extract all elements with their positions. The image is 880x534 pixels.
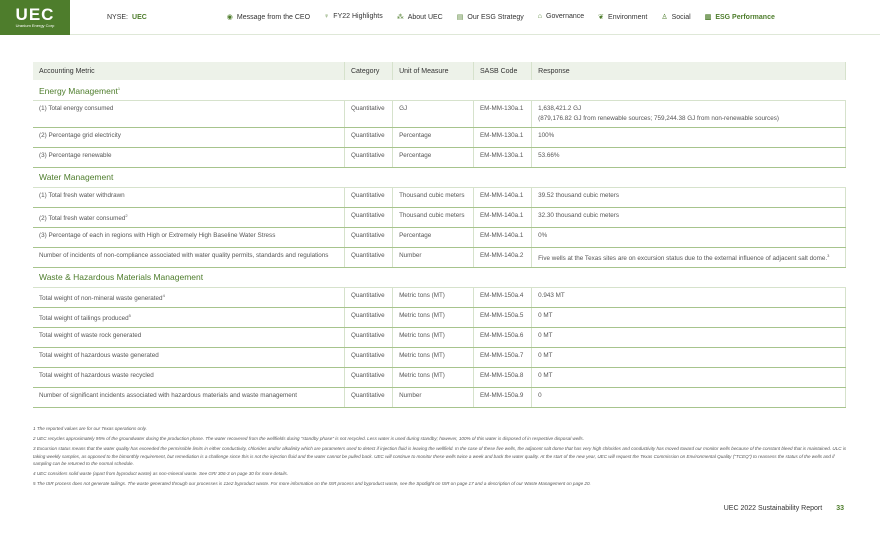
table-row xyxy=(33,227,846,247)
table-row xyxy=(33,127,846,147)
metric-cell xyxy=(33,287,344,307)
response-cell xyxy=(532,100,846,127)
table-row xyxy=(33,307,846,327)
response-cell xyxy=(532,387,846,407)
section-title-text: Energy Management xyxy=(39,85,118,96)
cell-text: EM-MM-150a.4 xyxy=(479,291,524,299)
bar-chart-icon: ▥ xyxy=(704,14,712,21)
cell-text: Metric tons (MT) xyxy=(399,291,445,299)
sasb-code-cell xyxy=(473,287,531,307)
column-header: SASB Code xyxy=(473,62,531,80)
footnote-ref: 4 xyxy=(162,292,165,298)
nav-label: About UEC xyxy=(407,14,443,21)
ticker: NYSE: UEC xyxy=(107,13,147,21)
nav-item-our-esg-strategy[interactable] xyxy=(457,13,524,21)
category-cell xyxy=(344,367,392,387)
cell-text: 53.66% xyxy=(538,151,560,159)
page-number: 33 xyxy=(836,505,844,512)
table-row xyxy=(33,207,846,227)
cell-text: Total weight of tailings produced xyxy=(39,314,129,322)
cell-text: (3) Percentage renewable xyxy=(39,151,112,159)
cell-text: EM-MM-150a.8 xyxy=(479,371,524,379)
category-cell xyxy=(344,227,392,247)
building-icon: ⌂ xyxy=(537,13,543,20)
cell-text: EM-MM-130a.1 xyxy=(479,151,524,159)
response-cell xyxy=(532,307,846,327)
unit-cell xyxy=(393,347,474,367)
nav-label: Governance xyxy=(546,13,585,20)
section-title-text: Waste & Hazardous Materials Management xyxy=(39,272,204,283)
cell-text: EM-MM-150a.7 xyxy=(479,351,524,359)
cell-text: Quantitative xyxy=(350,231,385,239)
sasb-code-cell xyxy=(473,100,531,127)
sasb-code-cell xyxy=(473,387,531,407)
response-cell xyxy=(532,327,846,347)
cell-text: 0 MT xyxy=(538,351,553,359)
cell-text: Quantitative xyxy=(350,351,385,359)
cell-text: Metric tons (MT) xyxy=(399,351,445,359)
cell-text: 0 MT xyxy=(538,331,553,339)
response-cell xyxy=(532,287,846,307)
sasb-code-cell xyxy=(473,147,531,167)
table-row xyxy=(33,100,846,127)
metric-cell xyxy=(33,127,344,147)
unit-cell xyxy=(393,147,474,167)
unit-cell xyxy=(393,227,474,247)
sasb-code-cell xyxy=(473,127,531,147)
sasb-code-cell xyxy=(473,307,531,327)
cell-text: Quantitative xyxy=(350,331,385,339)
unit-cell xyxy=(393,307,474,327)
footnote-ref: 2 xyxy=(125,212,128,218)
footnotes xyxy=(33,425,853,490)
metric-cell xyxy=(33,347,344,367)
cell-text: Thousand cubic meters xyxy=(399,191,465,199)
unit-cell xyxy=(393,100,474,127)
person-icon: ♙ xyxy=(661,14,668,21)
cell-text: 0 MT xyxy=(538,311,553,319)
response-cell xyxy=(532,227,846,247)
column-header: Unit of Measure xyxy=(393,62,474,80)
cell-text: 0% xyxy=(538,231,548,239)
cell-text: Quantitative xyxy=(350,291,385,299)
table-row xyxy=(33,187,846,207)
metric-cell xyxy=(33,227,344,247)
metric-cell xyxy=(33,367,344,387)
cell-text: Total weight of hazardous waste generated xyxy=(39,351,159,359)
table-row xyxy=(33,327,846,347)
unit-cell xyxy=(393,287,474,307)
table-row xyxy=(33,367,846,387)
cell-text: Total weight of waste rock generated xyxy=(39,331,142,339)
cell-text: Five wells at the Texas sites are on excursion status due to the external influence of adjacent salt dome. xyxy=(538,254,828,262)
response-cell xyxy=(532,187,846,207)
cell-text: EM-MM-150a.6 xyxy=(479,331,524,339)
cell-text: (2) Percentage grid electricity xyxy=(39,131,121,139)
footnote: 2 UEC recycles approximately 95% of the groundwater during the production phase. The water recovered from the wellfields during "standby phase" is not recycled. Less water is used during standby; however, 100% of this water is disposed of in respective disposal wells. xyxy=(33,436,584,442)
nav-item-governance[interactable] xyxy=(538,13,584,21)
metric-cell xyxy=(33,307,344,327)
nav-label: Social xyxy=(671,14,691,21)
cell-text: 32.30 thousand cubic meters xyxy=(538,211,620,219)
cell-text: Quantitative xyxy=(350,251,385,259)
top-navigation xyxy=(0,0,880,35)
section-title xyxy=(33,80,846,100)
cell-text: Number xyxy=(399,391,422,399)
section-title-text: Water Management xyxy=(39,172,114,182)
nav-item-environment[interactable] xyxy=(598,13,647,21)
cell-text: Metric tons (MT) xyxy=(399,371,445,379)
category-cell xyxy=(344,127,392,147)
cell-text: 0 MT xyxy=(538,371,553,379)
sasb-code-cell xyxy=(473,347,531,367)
section-row xyxy=(33,267,846,287)
nav-item-social[interactable] xyxy=(661,13,690,21)
cell-text: (1) Total energy consumed xyxy=(39,104,114,112)
footnote: 1 The reported values are for our Texas operations only. xyxy=(33,426,147,431)
response-cell xyxy=(532,127,846,147)
nav-menu xyxy=(227,13,775,21)
column-header: Response xyxy=(532,62,846,80)
cell-text: (1) Total fresh water withdrawn xyxy=(39,191,125,199)
cell-text: EM-MM-150a.5 xyxy=(479,311,524,319)
nav-item-message-from-the-ceo[interactable] xyxy=(227,13,310,21)
section-title xyxy=(33,267,846,287)
sasb-code-cell xyxy=(473,187,531,207)
sasb-code-cell xyxy=(473,207,531,227)
response-cell xyxy=(532,347,846,367)
sasb-table xyxy=(33,62,846,408)
response-cell xyxy=(532,147,846,167)
footnote-ref: 1 xyxy=(117,85,121,91)
cell-text: Quantitative xyxy=(350,191,385,199)
section-title xyxy=(33,167,846,187)
metric-cell xyxy=(33,207,344,227)
footnote-ref: 5 xyxy=(128,312,131,318)
cell-text: EM-MM-140a.2 xyxy=(479,251,524,259)
footnote: 5 The ISR process does not generate tailings. The waste generated through our processes is 11e2 byproduct waste. For more information on the ISR process and byproduct waste, see the Spotlight on ISR on page 17 and a description of our Waste Management on page 20. xyxy=(33,481,591,487)
nav-label: Environment xyxy=(608,14,648,21)
cell-text: EM-MM-140a.1 xyxy=(479,231,524,239)
footnote: 4 UEC considers solid waste (apart from byproduct waste) as non-mineral waste. See GRI 306-3 on page 30 for more details. xyxy=(33,471,289,477)
cell-text: Quantitative xyxy=(350,371,385,379)
cell-text: Quantitative xyxy=(350,311,385,319)
cell-text: (2) Total fresh water consumed xyxy=(39,214,126,222)
unit-cell xyxy=(393,207,474,227)
cell-text: Number of significant incidents associated with hazardous materials and waste management xyxy=(39,391,297,399)
category-cell xyxy=(344,307,392,327)
metric-cell xyxy=(33,187,344,207)
cell-text: Percentage xyxy=(399,231,432,239)
camera-icon: ◉ xyxy=(226,14,233,21)
nav-label: Message from the CEO xyxy=(236,14,311,21)
cell-text: (3) Percentage of each in regions with High or Extremely High Baseline Water Stress xyxy=(39,231,276,239)
cell-text: EM-MM-140a.1 xyxy=(479,211,524,219)
response-cell xyxy=(532,207,846,227)
nav-label: FY22 Highlights xyxy=(333,13,383,20)
cell-text: Metric tons (MT) xyxy=(399,311,445,319)
metric-cell xyxy=(33,147,344,167)
response-cell xyxy=(532,247,846,267)
metric-cell xyxy=(33,100,344,127)
cell-text: Metric tons (MT) xyxy=(399,331,445,339)
cell-text: Quantitative xyxy=(350,104,385,112)
clipboard-icon: ▤ xyxy=(456,14,464,21)
cell-text: Percentage xyxy=(399,151,432,159)
unit-cell xyxy=(393,247,474,267)
page-footer: UEC 2022 Sustainability Report 33 xyxy=(723,505,844,512)
response-cell xyxy=(532,367,846,387)
cell-text: 0 xyxy=(538,391,542,399)
category-cell xyxy=(344,207,392,227)
category-cell xyxy=(344,187,392,207)
sasb-code-cell xyxy=(473,227,531,247)
cell-text: Quantitative xyxy=(350,131,385,139)
cell-text: Total weight of non-mineral waste generated xyxy=(39,294,163,302)
unit-cell xyxy=(393,367,474,387)
cell-text: GJ xyxy=(399,104,408,112)
table-row xyxy=(33,347,846,367)
category-cell xyxy=(344,100,392,127)
cell-text: EM-MM-130a.1 xyxy=(479,104,524,112)
sasb-code-cell xyxy=(473,367,531,387)
table-row xyxy=(33,147,846,167)
cell-text: EM-MM-140a.1 xyxy=(479,191,524,199)
table-row xyxy=(33,387,846,407)
unit-cell xyxy=(393,387,474,407)
cell-text: Quantitative xyxy=(350,211,385,219)
footnote-ref: 3 xyxy=(827,252,830,258)
section-row xyxy=(33,167,846,187)
sasb-code-cell xyxy=(473,327,531,347)
cell-text: Number of incidents of non-compliance associated with water quality permits, standards and regulations xyxy=(39,251,329,259)
cell-text: Percentage xyxy=(399,131,432,139)
category-cell xyxy=(344,327,392,347)
metric-cell xyxy=(33,247,344,267)
metric-cell xyxy=(33,387,344,407)
uec-logo[interactable]: UEC Uranium Energy Corp xyxy=(0,0,70,35)
column-header: Category xyxy=(344,62,392,80)
column-header: Accounting Metric xyxy=(33,62,344,80)
category-cell xyxy=(344,387,392,407)
nav-item-about-uec[interactable] xyxy=(397,13,443,21)
cell-text: 1,638,421.2 GJ xyxy=(538,104,582,112)
cell-text: EM-MM-150a.9 xyxy=(479,391,524,399)
cell-text: 39.52 thousand cubic meters xyxy=(538,191,620,199)
table-row xyxy=(33,247,846,267)
footnote: 3 Excursion status means that the water quality has exceeded the permissible limits in either conductivity, chlorides and/or alkalinity which are parameters used to detect if injection fluid is leaving the wellfield. In the case of these five wells, the adjacent salt dome that has very high chlorides and conductivity has moved toward our monitor wells because of the constant bleed that is maintained. ULC is taking weekly samples, as opposed to the bimonthly requirement, but remediation is a challenge since this is not the injection fluid and the water cannot be pulled back. UEC will continue to monitor these wells twice a week and back the water quality. At the start of the new year, UEC will request the Texas Commission on Environmental Quality ("TCEQ") to reassess the status of the wells and if sampling can be returned to the normal schedule. xyxy=(33,446,847,466)
section-row xyxy=(33,80,846,100)
cell-text: EM-MM-130a.1 xyxy=(479,131,524,139)
category-cell xyxy=(344,147,392,167)
table-row xyxy=(33,287,846,307)
nav-item-fy22-highlights[interactable] xyxy=(324,13,383,21)
unit-cell xyxy=(393,127,474,147)
cell-text: Quantitative xyxy=(350,391,385,399)
cell-text-detail: (879,176.82 GJ from renewable sources; 759,244.38 GJ from non-renewable sources) xyxy=(538,114,779,122)
nav-label: ESG Performance xyxy=(715,14,775,21)
unit-cell xyxy=(393,187,474,207)
people-icon: ⁂ xyxy=(396,14,404,21)
cell-text: 100% xyxy=(538,131,555,139)
table-header xyxy=(33,62,846,80)
nav-item-esg-performance[interactable] xyxy=(705,13,775,21)
nav-label: Our ESG Strategy xyxy=(467,14,524,21)
category-cell xyxy=(344,287,392,307)
category-cell xyxy=(344,247,392,267)
cell-text: Total weight of hazardous waste recycled xyxy=(39,371,154,379)
cell-text: Number xyxy=(399,251,422,259)
cell-text: Thousand cubic meters xyxy=(399,211,465,219)
leaf-icon: ❦ xyxy=(598,14,605,21)
metric-cell xyxy=(33,327,344,347)
unit-cell xyxy=(393,327,474,347)
sasb-code-cell xyxy=(473,247,531,267)
cell-text: 0.943 MT xyxy=(538,291,565,299)
cell-text: Quantitative xyxy=(350,151,385,159)
lightbulb-icon: ♀ xyxy=(324,13,330,20)
category-cell xyxy=(344,347,392,367)
